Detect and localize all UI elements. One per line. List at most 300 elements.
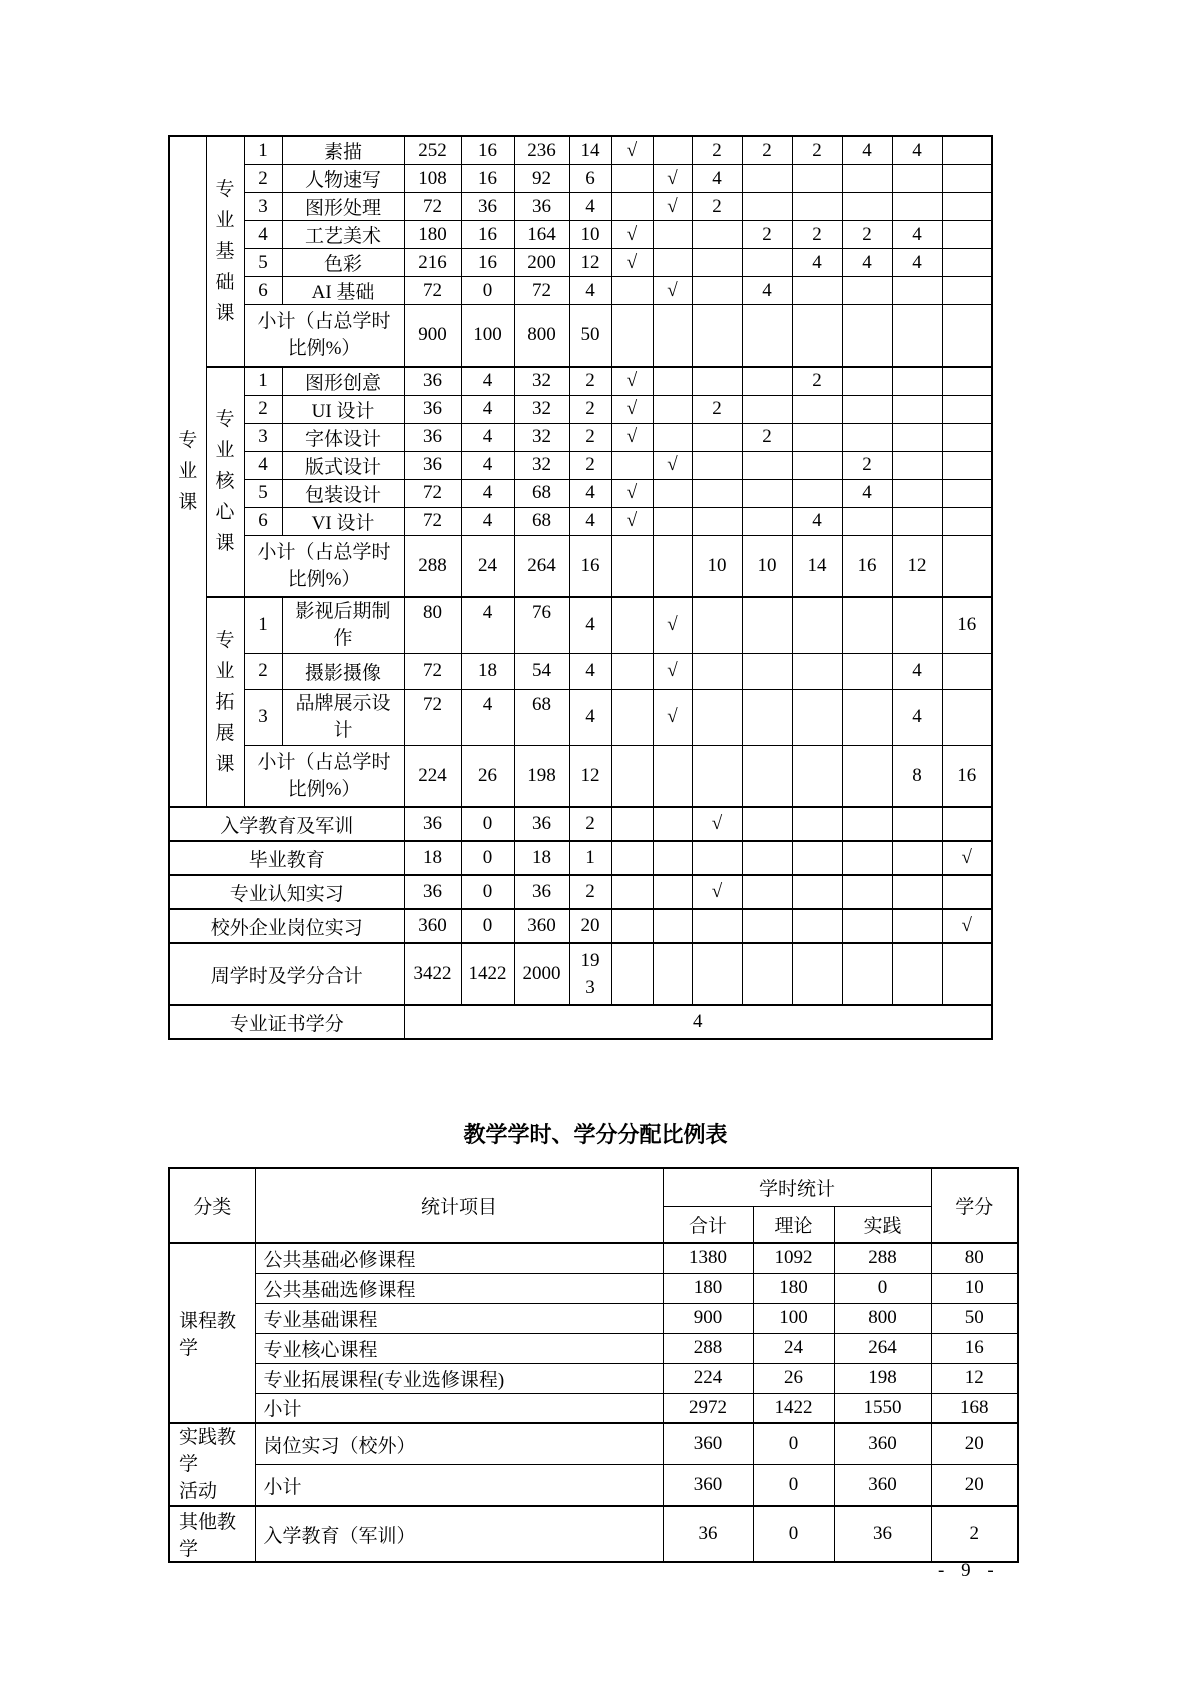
semester-2 [742, 367, 792, 396]
header-stat-item: 统计项目 [255, 1168, 663, 1243]
semester-3 [792, 395, 842, 423]
semester-5: 12 [892, 535, 942, 597]
theory-hours: 4 [461, 597, 514, 653]
stat-item: 小计 [255, 1393, 663, 1423]
total-hours: 72 [404, 653, 461, 689]
course-index: 6 [244, 277, 282, 305]
semester-4 [842, 653, 892, 689]
semester-1: 10 [692, 535, 742, 597]
credits: 4 [569, 597, 611, 653]
semester-2 [742, 305, 792, 367]
total-hours: 108 [404, 165, 461, 193]
course-section-label: 专 业 基 础 课 [206, 136, 244, 367]
activity-label: 校外企业岗位实习 [169, 909, 404, 943]
course-group-label: 专 业 课 [169, 136, 206, 807]
semester-3 [792, 193, 842, 221]
stat-item: 小计 [255, 1465, 663, 1507]
semester-2 [742, 249, 792, 277]
semester-6 [942, 943, 992, 1005]
subtotal-label: 小计（占总学时 比例%） [244, 535, 404, 597]
semester-4: 2 [842, 451, 892, 479]
exam-check [611, 277, 653, 305]
hours-theory: 0 [753, 1423, 834, 1465]
exam-check [611, 451, 653, 479]
semester-6 [942, 653, 992, 689]
semester-4 [842, 689, 892, 745]
semester-3: 14 [792, 535, 842, 597]
course-index: 4 [244, 451, 282, 479]
course-index: 1 [244, 136, 282, 165]
course-name: 图形处理 [282, 193, 404, 221]
credits: 4 [569, 507, 611, 535]
semester-5 [892, 423, 942, 451]
semester-4 [842, 807, 892, 841]
semester-1 [692, 249, 742, 277]
semester-1 [692, 745, 742, 807]
semester-3 [792, 277, 842, 305]
total-hours: 72 [404, 689, 461, 745]
credits: 2 [569, 875, 611, 909]
hours-theory: 100 [753, 1303, 834, 1333]
total-hours: 224 [404, 745, 461, 807]
semester-3 [792, 597, 842, 653]
stat-item: 专业基础课程 [255, 1303, 663, 1333]
practice-hours: 92 [514, 165, 569, 193]
course-index: 3 [244, 423, 282, 451]
practice-hours: 164 [514, 221, 569, 249]
credits: 2 [569, 367, 611, 396]
exam-check: √ [611, 367, 653, 396]
header-category: 分类 [169, 1168, 255, 1243]
subtotal-label: 小计（占总学时 比例%） [244, 305, 404, 367]
practice-hours: 32 [514, 367, 569, 396]
course-name: 图形创意 [282, 367, 404, 396]
theory-hours: 4 [461, 479, 514, 507]
semester-6: 16 [942, 597, 992, 653]
course-index: 5 [244, 249, 282, 277]
semester-3 [792, 165, 842, 193]
semester-4 [842, 395, 892, 423]
credits: 14 [569, 136, 611, 165]
credits: 50 [569, 305, 611, 367]
total-hours: 18 [404, 841, 461, 875]
semester-4 [842, 909, 892, 943]
hours-theory: 0 [753, 1506, 834, 1562]
semester-2 [742, 943, 792, 1005]
semester-6 [942, 689, 992, 745]
exam-check [611, 165, 653, 193]
total-hours: 72 [404, 507, 461, 535]
practice-hours: 236 [514, 136, 569, 165]
total-hours: 252 [404, 136, 461, 165]
credits: 10 [931, 1273, 1018, 1303]
theory-hours: 0 [461, 875, 514, 909]
assessment-check: √ [653, 653, 692, 689]
semester-6 [942, 165, 992, 193]
course-name: 版式设计 [282, 451, 404, 479]
curriculum-plan-table [168, 135, 993, 1040]
hours-theory: 1092 [753, 1243, 834, 1273]
semester-1 [692, 909, 742, 943]
credits: 2 [569, 423, 611, 451]
semester-3 [792, 909, 842, 943]
semester-2: 2 [742, 423, 792, 451]
theory-hours: 4 [461, 689, 514, 745]
activity-label: 毕业教育 [169, 841, 404, 875]
semester-1 [692, 305, 742, 367]
semester-6 [942, 807, 992, 841]
total-hours: 36 [404, 395, 461, 423]
semester-5 [892, 395, 942, 423]
hours-practice: 1550 [834, 1393, 931, 1423]
semester-4: 4 [842, 249, 892, 277]
practice-hours: 18 [514, 841, 569, 875]
course-index: 1 [244, 367, 282, 396]
assessment-check: √ [653, 451, 692, 479]
course-index: 1 [244, 597, 282, 653]
hours-total: 360 [663, 1465, 753, 1507]
certificate-label: 专业证书学分 [169, 1005, 404, 1039]
exam-check: √ [611, 249, 653, 277]
course-section-label: 专 业 核 心 课 [206, 367, 244, 598]
semester-1 [692, 689, 742, 745]
hours-practice: 0 [834, 1273, 931, 1303]
credits: 2 [569, 451, 611, 479]
assessment-check [653, 249, 692, 277]
semester-4: 4 [842, 136, 892, 165]
semester-3 [792, 479, 842, 507]
semester-5 [892, 909, 942, 943]
credits: 19 3 [569, 943, 611, 1005]
hours-total: 288 [663, 1333, 753, 1363]
practice-hours: 264 [514, 535, 569, 597]
theory-hours: 16 [461, 165, 514, 193]
exam-check [611, 305, 653, 367]
semester-5 [892, 507, 942, 535]
table-title: 教学学时、学分分配比例表 [463, 1122, 728, 1147]
hours-theory: 180 [753, 1273, 834, 1303]
semester-5 [892, 807, 942, 841]
course-name: UI 设计 [282, 395, 404, 423]
semester-2: 10 [742, 535, 792, 597]
assessment-check [653, 367, 692, 396]
semester-6: √ [942, 909, 992, 943]
exam-check [611, 943, 653, 1005]
total-hours: 360 [404, 909, 461, 943]
practice-hours: 200 [514, 249, 569, 277]
exam-check [611, 745, 653, 807]
total-hours: 36 [404, 423, 461, 451]
semester-4 [842, 423, 892, 451]
semester-2: 4 [742, 277, 792, 305]
credits: 2 [931, 1506, 1018, 1562]
stat-item: 公共基础选修课程 [255, 1273, 663, 1303]
exam-check: √ [611, 136, 653, 165]
credits: 50 [931, 1303, 1018, 1333]
assessment-check: √ [653, 277, 692, 305]
exam-check: √ [611, 507, 653, 535]
course-index: 3 [244, 193, 282, 221]
practice-hours: 76 [514, 597, 569, 653]
exam-check [611, 841, 653, 875]
exam-check [611, 689, 653, 745]
semester-4 [842, 165, 892, 193]
exam-check [611, 535, 653, 597]
semester-6: √ [942, 841, 992, 875]
semester-4: 16 [842, 535, 892, 597]
header-theory: 理论 [753, 1206, 834, 1243]
semester-5 [892, 943, 942, 1005]
semester-4 [842, 745, 892, 807]
header-total: 合计 [663, 1206, 753, 1243]
stat-item: 入学教育（军训） [255, 1506, 663, 1562]
credits: 2 [569, 807, 611, 841]
semester-3 [792, 423, 842, 451]
credits: 12 [569, 745, 611, 807]
theory-hours: 100 [461, 305, 514, 367]
practice-hours: 198 [514, 745, 569, 807]
theory-hours: 0 [461, 841, 514, 875]
course-name: 摄影摄像 [282, 653, 404, 689]
semester-3 [792, 807, 842, 841]
theory-hours: 0 [461, 277, 514, 305]
hours-total: 2972 [663, 1393, 753, 1423]
semester-2 [742, 507, 792, 535]
theory-hours: 16 [461, 221, 514, 249]
credits: 4 [569, 277, 611, 305]
header-hours: 学时统计 [663, 1168, 931, 1206]
credits: 80 [931, 1243, 1018, 1273]
hours-practice: 360 [834, 1423, 931, 1465]
practice-hours: 68 [514, 479, 569, 507]
assessment-check [653, 807, 692, 841]
assessment-check [653, 943, 692, 1005]
exam-check [611, 807, 653, 841]
semester-2 [742, 165, 792, 193]
assessment-check [653, 745, 692, 807]
semester-3 [792, 943, 842, 1005]
semester-1: 2 [692, 395, 742, 423]
practice-hours: 32 [514, 423, 569, 451]
theory-hours: 0 [461, 807, 514, 841]
semester-1: 2 [692, 193, 742, 221]
semester-3: 4 [792, 507, 842, 535]
assessment-check [653, 909, 692, 943]
semester-2 [742, 807, 792, 841]
semester-3 [792, 689, 842, 745]
semester-1 [692, 943, 742, 1005]
semester-5 [892, 193, 942, 221]
total-hours: 3422 [404, 943, 461, 1005]
credits: 1 [569, 841, 611, 875]
semester-4 [842, 193, 892, 221]
semester-5 [892, 305, 942, 367]
semester-1: √ [692, 807, 742, 841]
assessment-check [653, 305, 692, 367]
theory-hours: 4 [461, 423, 514, 451]
hours-practice: 198 [834, 1363, 931, 1393]
exam-check [611, 653, 653, 689]
assessment-check [653, 479, 692, 507]
semester-1: 4 [692, 165, 742, 193]
practice-hours: 800 [514, 305, 569, 367]
semester-1 [692, 597, 742, 653]
assessment-check [653, 136, 692, 165]
stat-item: 公共基础必修课程 [255, 1243, 663, 1273]
assessment-check [653, 221, 692, 249]
semester-6 [942, 395, 992, 423]
course-index: 6 [244, 507, 282, 535]
semester-5: 4 [892, 249, 942, 277]
semester-5 [892, 841, 942, 875]
semester-3 [792, 841, 842, 875]
theory-hours: 4 [461, 507, 514, 535]
semester-1: 2 [692, 136, 742, 165]
semester-5: 4 [892, 136, 942, 165]
hours-practice: 360 [834, 1465, 931, 1507]
semester-4: 2 [842, 221, 892, 249]
credits: 12 [931, 1363, 1018, 1393]
hours-practice: 264 [834, 1333, 931, 1363]
semester-5: 4 [892, 689, 942, 745]
semester-3 [792, 875, 842, 909]
total-hours: 36 [404, 367, 461, 396]
semester-1 [692, 367, 742, 396]
activity-label: 入学教育及军训 [169, 807, 404, 841]
semester-4 [842, 277, 892, 305]
course-name: 影视后期制 作 [282, 597, 404, 653]
semester-5: 4 [892, 221, 942, 249]
semester-6 [942, 535, 992, 597]
assessment-check [653, 395, 692, 423]
stat-item: 专业拓展课程(专业选修课程) [255, 1363, 663, 1393]
category: 课程教学 [169, 1243, 255, 1423]
semester-4 [842, 875, 892, 909]
stat-item: 专业核心课程 [255, 1333, 663, 1363]
credits: 16 [569, 535, 611, 597]
assessment-check: √ [653, 193, 692, 221]
course-index: 5 [244, 479, 282, 507]
assessment-check [653, 875, 692, 909]
semester-3: 2 [792, 221, 842, 249]
semester-5: 8 [892, 745, 942, 807]
semester-5 [892, 597, 942, 653]
hours-credits-allocation-table [168, 1167, 1019, 1563]
total-hours: 900 [404, 305, 461, 367]
subtotal-label: 小计（占总学时 比例%） [244, 745, 404, 807]
semester-6 [942, 221, 992, 249]
semester-3 [792, 305, 842, 367]
credits: 4 [569, 653, 611, 689]
total-hours: 72 [404, 277, 461, 305]
hours-practice: 800 [834, 1303, 931, 1333]
semester-6 [942, 305, 992, 367]
credits: 20 [931, 1465, 1018, 1507]
total-hours: 72 [404, 479, 461, 507]
header-credits: 学分 [931, 1168, 1018, 1243]
credits: 12 [569, 249, 611, 277]
semester-6 [942, 451, 992, 479]
hours-theory: 26 [753, 1363, 834, 1393]
semester-1 [692, 221, 742, 249]
semester-2 [742, 193, 792, 221]
semester-6 [942, 249, 992, 277]
theory-hours: 18 [461, 653, 514, 689]
semester-6 [942, 277, 992, 305]
exam-check [611, 193, 653, 221]
practice-hours: 32 [514, 395, 569, 423]
theory-hours: 24 [461, 535, 514, 597]
semester-4 [842, 367, 892, 396]
theory-hours: 1422 [461, 943, 514, 1005]
practice-hours: 32 [514, 451, 569, 479]
semester-4 [842, 841, 892, 875]
semester-3: 2 [792, 136, 842, 165]
assessment-check: √ [653, 165, 692, 193]
semester-5 [892, 277, 942, 305]
category: 其他教学 [169, 1506, 255, 1562]
total-hours: 72 [404, 193, 461, 221]
practice-hours: 360 [514, 909, 569, 943]
semester-5 [892, 451, 942, 479]
theory-hours: 36 [461, 193, 514, 221]
credits: 6 [569, 165, 611, 193]
activity-label: 专业认知实习 [169, 875, 404, 909]
hours-theory: 24 [753, 1333, 834, 1363]
credits: 20 [931, 1423, 1018, 1465]
exam-check: √ [611, 479, 653, 507]
semester-1: √ [692, 875, 742, 909]
semester-4 [842, 305, 892, 367]
course-name: VI 设计 [282, 507, 404, 535]
theory-hours: 16 [461, 249, 514, 277]
course-index: 3 [244, 689, 282, 745]
exam-check [611, 875, 653, 909]
course-index: 2 [244, 165, 282, 193]
credits: 20 [569, 909, 611, 943]
semester-2 [742, 653, 792, 689]
semester-6 [942, 875, 992, 909]
semester-6 [942, 479, 992, 507]
practice-hours: 68 [514, 689, 569, 745]
semester-6: 16 [942, 745, 992, 807]
semester-6 [942, 367, 992, 396]
theory-hours: 0 [461, 909, 514, 943]
semester-2 [742, 479, 792, 507]
hours-total: 36 [663, 1506, 753, 1562]
credits: 168 [931, 1393, 1018, 1423]
category: 实践教学 活动 [169, 1423, 255, 1506]
credits: 16 [931, 1333, 1018, 1363]
exam-check: √ [611, 395, 653, 423]
practice-hours: 2000 [514, 943, 569, 1005]
assessment-check: √ [653, 689, 692, 745]
total-hours: 288 [404, 535, 461, 597]
course-index: 4 [244, 221, 282, 249]
semester-5 [892, 165, 942, 193]
semester-4: 4 [842, 479, 892, 507]
practice-hours: 36 [514, 807, 569, 841]
credits: 10 [569, 221, 611, 249]
practice-hours: 36 [514, 193, 569, 221]
semester-2 [742, 909, 792, 943]
semester-2 [742, 689, 792, 745]
semester-1 [692, 653, 742, 689]
total-hours: 180 [404, 221, 461, 249]
semester-3 [792, 451, 842, 479]
hours-total: 224 [663, 1363, 753, 1393]
semester-2: 2 [742, 221, 792, 249]
